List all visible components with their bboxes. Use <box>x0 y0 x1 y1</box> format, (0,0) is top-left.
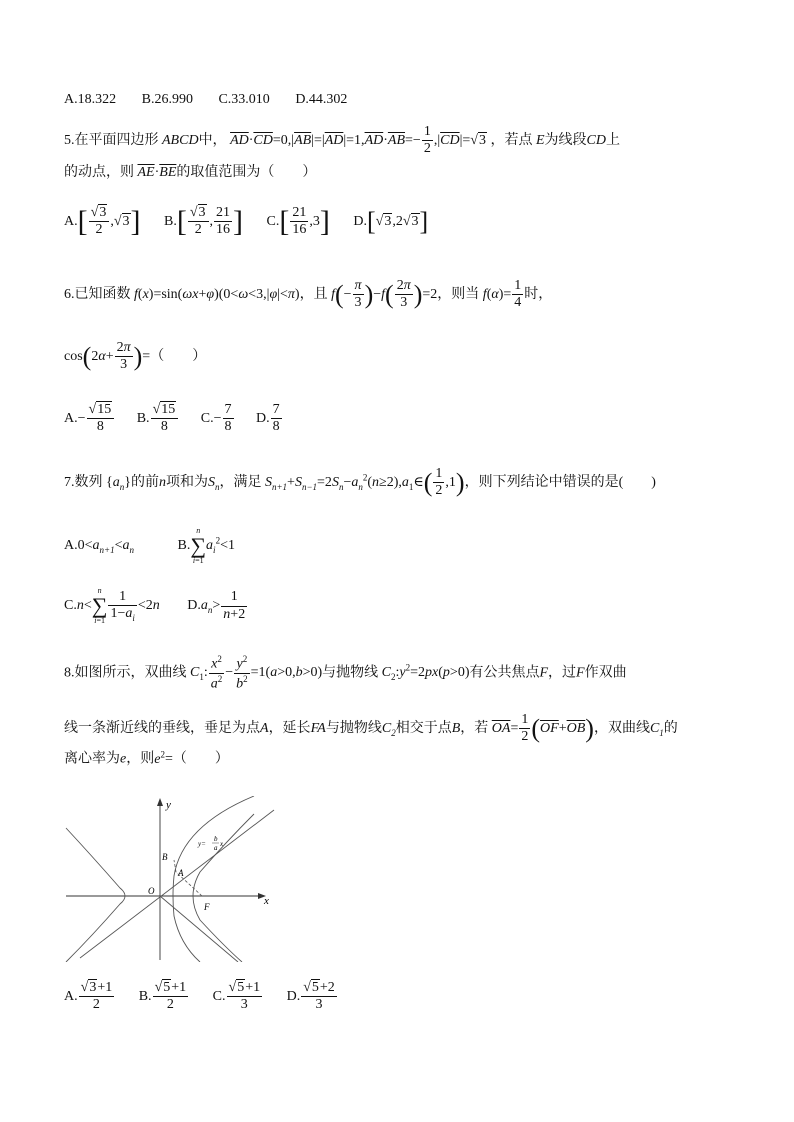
label-f: F <box>204 902 210 912</box>
label-x: x <box>264 895 269 907</box>
q6-option-c[interactable]: C.− $\frac{7}{8}$ <box>200 402 232 435</box>
q7-recurrence: $S_{n+1}+S_{n-1}=2S_n-a_n^2(n\ge 2),a_1\in$( $\frac{1}{2}$ ,1) <box>264 466 465 499</box>
q4-option-d[interactable]: D.44.302 <box>295 92 348 107</box>
label-a: A <box>178 868 184 878</box>
q5-options <box>64 205 428 238</box>
q6-option-d[interactable]: D. $\frac{7}{8}$ <box>256 402 280 435</box>
label-y: y <box>166 799 171 811</box>
q7-options-row2 <box>64 587 248 625</box>
q5-option-c[interactable]: C.[ $\frac{21}{16}$ ,3] <box>266 204 330 238</box>
q7-stem: 7.数列 $\{a_n\}$的前n项和为$S_n$，满足 $S_{n+1}+S_{n-1}=2S_n-a_n^2(n\ge 2),a_1\in$( $\frac{1}{2}$ ,1)，则下列结论中错误的是( ) <box>64 466 656 499</box>
q8-stem-line2: 线一条渐近线的垂线，垂足为点A，延长FA与抛物线$C_2$相交于点B，若 $\overline{OA}=$ $\frac{1}{2}$ $(\overline{OF}+\overline{OB})$，双曲线$C_1$的 <box>64 712 678 745</box>
q5-stem-line2: 的动点，则 $\overline{AE}\cdot\overline{BE}$的取值范围为（ ） <box>64 165 317 180</box>
q8-figure <box>62 796 276 962</box>
q6-value-formula: f(α)= $\frac{1}{4}$ <box>482 278 522 311</box>
svg-text:b: b <box>214 835 218 843</box>
q4-option-c[interactable]: C.33.010 <box>218 92 270 107</box>
q8-parabola-formula: $C_2:y^2=2px(p>0)$ <box>381 662 470 683</box>
q8-hyperbola-formula: $C_1$: $\frac{x^2}{a^2}$ − $\frac{y^2}{b^2}$ =1(a>0,b>0) <box>190 654 323 692</box>
q6-option-b[interactable]: B. $\frac{√15}{8}$ <box>137 411 180 426</box>
parabola <box>173 796 254 962</box>
q8-options <box>64 980 338 1013</box>
asymptote-negative <box>160 896 238 962</box>
svg-text:x: x <box>220 840 224 848</box>
q7-sequence: $\{a_n\}$ <box>106 474 131 492</box>
q8-stem-line1: 8.如图所示，双曲线 $C_1$: $\frac{x^2}{a^2}$ − $\frac{y^2}{b^2}$ =1(a>0,b>0)与抛物线 $C_2:y^2=2px(p>0)$有公共焦点F，过F作双曲 <box>64 654 627 692</box>
q4-option-a[interactable]: A.18.322 <box>64 92 117 107</box>
q7-sum-symbol: $S_n$ <box>207 474 220 492</box>
asymptote-positive <box>80 810 274 958</box>
svg-text:y=: y= <box>198 840 206 848</box>
q4-option-b[interactable]: B.26.990 <box>141 92 193 107</box>
q5-dot-product: $\overline{AE}\cdot\overline{BE}$ <box>137 165 177 180</box>
q7-option-d[interactable]: $D.a_n>$ $\frac{1}{n+2}$ <box>187 589 246 622</box>
q6-function-formula: f(x)=sin(ωx+φ)(0<ω<3,|φ|<π) <box>134 286 300 302</box>
q7-option-b[interactable]: B. n ∑ i=1 $a_i^2<1$ <box>177 526 235 565</box>
q5-option-d[interactable]: D.[√3,2√3] <box>353 206 429 236</box>
q5-option-a[interactable]: A.[ $\frac{√3}{2}$ ,√3] <box>64 204 141 238</box>
q8-option-a[interactable]: A. $\frac{√3+1}{2}$ <box>64 980 113 1013</box>
q8-parabola-symbol: $C_2$ <box>381 720 396 738</box>
q6-stem-line2: cos(2α+ $\frac{2\pi}{3}$ )=（ ） <box>64 340 207 373</box>
y-axis-arrow <box>157 798 163 806</box>
q6-options <box>64 402 283 435</box>
q8-stem-line3: 离心率为e，则$e^2=$（ ） <box>64 749 229 767</box>
q4-options <box>64 93 369 107</box>
label-o: O <box>148 886 155 896</box>
q7-option-c[interactable]: C.n< n ∑ i=1 $\frac{1}{1-a_i}$ <2n <box>64 586 160 625</box>
hyperbola-left-branch <box>66 828 125 962</box>
q8-option-b[interactable]: B. $\frac{√5+1}{2}$ <box>138 980 187 1013</box>
q5-option-b[interactable]: B.[ $\frac{√3}{2}$ , $\frac{21}{16}$ ] <box>164 204 244 238</box>
hyperbola-right-branch <box>193 814 254 962</box>
q8-e-squared: $e^2$ <box>154 749 165 767</box>
q8-vector-condition: $\overline{OA}=$ $\frac{1}{2}$ $(\overline{OF}+\overline{OB})$ <box>491 712 594 745</box>
q5-stem-line1: 5.在平面四边形 ABCD中， $\overline{AD}\cdot\overline{CD}=0,|\overline{AB}|=|\overline{AD}|=1,\overline{AD}\cdot\overline{AB}=-$ $\frac{1}{2}$ $,|\overline{CD}|=√3$ ，若点 E为线段CD上 <box>64 124 620 157</box>
q7-option-a[interactable]: $A.0<a_{n+1}<a_n$ <box>64 538 135 556</box>
q7-options-row1 <box>64 527 235 565</box>
q6-option-a[interactable]: A.− $\frac{√15}{8}$ <box>64 411 115 426</box>
label-b: B <box>162 852 168 862</box>
q8-option-d[interactable]: D. $\frac{√5+2}{3}$ <box>286 980 335 1013</box>
q5-condition-formula: $\overline{AD}\cdot\overline{CD}=0,|\overline{AB}|=|\overline{AD}|=1,\overline{AD}\cdot\overline{AB}=-$ $\frac{1}{2}$ $,|\overline{CD}|=√3$ <box>230 124 486 157</box>
q6-condition-formula: f(− $\frac{\pi}{3}$ )−f( $\frac{2\pi}{3}$ )=2 <box>331 278 438 311</box>
q6-stem-line1: 6.已知函数 f(x)=sin(ωx+φ)(0<ω<3,|φ|<π)，且 f(− $\frac{\pi}{3}$ )−f( $\frac{2\pi}{3}$ )=2，则当 f(α)= $\frac{1}{4}$ 时， <box>64 278 553 311</box>
q8-hyperbola-symbol: $C_1$ <box>649 720 664 738</box>
q8-option-c[interactable]: C. $\frac{√5+1}{3}$ <box>212 980 261 1013</box>
svg-text:a: a <box>214 844 218 852</box>
q6-cos-formula: cos(2α+ $\frac{2\pi}{3}$ ) <box>64 340 143 373</box>
